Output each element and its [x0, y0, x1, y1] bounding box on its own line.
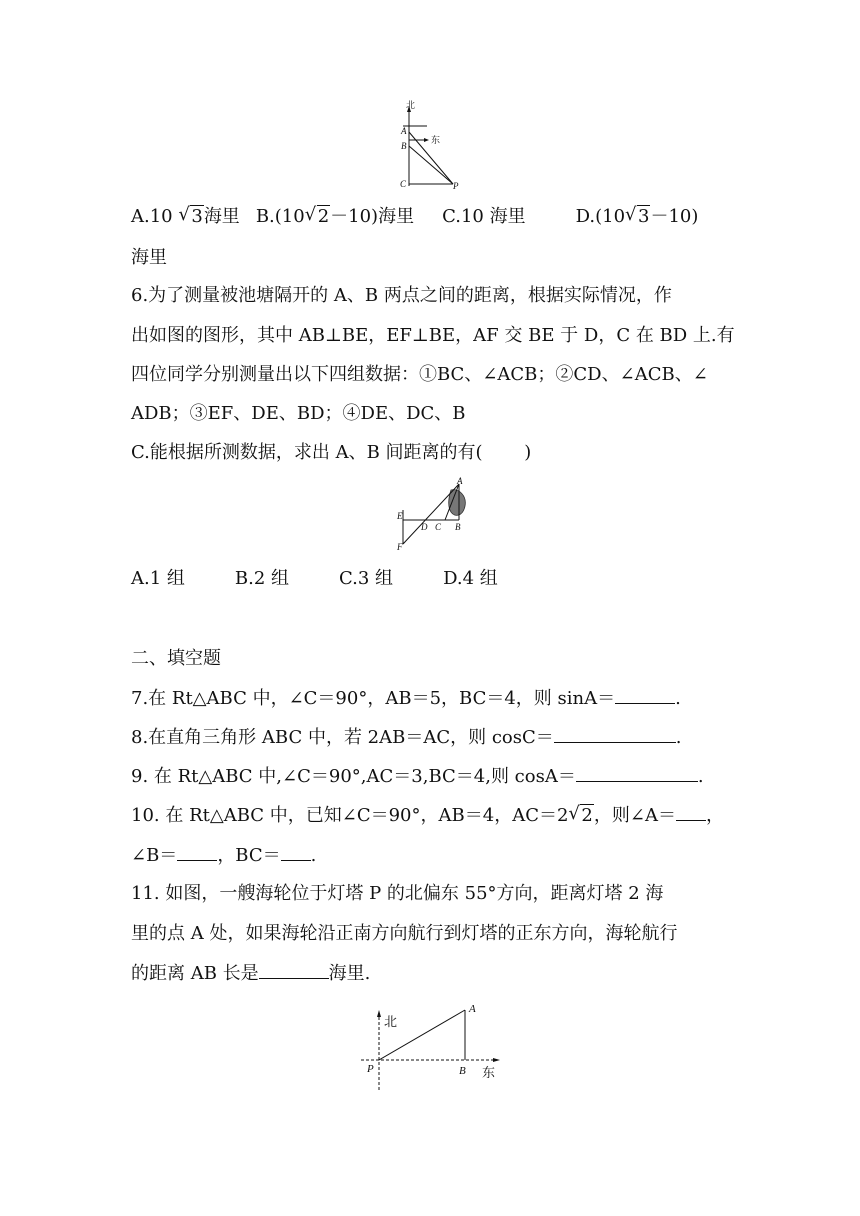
q11-line-1: 11. 如图，一艘海轮位于灯塔 P 的北偏东 55°方向，距离灯塔 2 海	[131, 883, 664, 904]
pond-point-a: A	[457, 476, 463, 486]
q5-option-c: C.10 海里	[442, 206, 526, 227]
pond-point-c: C	[435, 522, 442, 532]
section-heading: 二、填空题	[131, 648, 221, 669]
q10-angle-a-blank[interactable]	[676, 802, 706, 821]
q5-option-a: A.10 √ 3海里	[131, 206, 240, 227]
q8-answer-blank[interactable]	[554, 724, 676, 743]
east-label: 东	[431, 136, 441, 146]
north-label: 北	[406, 101, 416, 111]
q5-options-line	[131, 204, 698, 230]
q6-options-line	[131, 566, 498, 592]
q7: 7.在 Rt△ABC 中，∠C＝90°，AB＝5，BC＝4，则 sinA＝ .	[131, 685, 681, 712]
q10-angle-b-blank[interactable]	[177, 842, 217, 861]
q11-answer-blank[interactable]	[259, 960, 329, 979]
q5-option-d: D.(10√ 3－10)	[576, 206, 699, 227]
fig3-point-b: B	[459, 1065, 466, 1077]
q6-line-3: 四位同学分别测量出以下四组数据：①BC、∠ACB；②CD、∠ACB、∠	[131, 364, 708, 385]
pond-point-d: D	[421, 522, 428, 532]
point-b-label: B	[401, 141, 407, 151]
q6-line-5: C.能根据所测数据，求出 A、B 间距离的有( )	[131, 442, 532, 463]
q10-line-2: ∠B＝ ，BC＝ .	[131, 842, 316, 869]
q9-answer-blank[interactable]	[576, 763, 698, 782]
figure-lighthouse-1	[395, 100, 465, 192]
q11-line-2: 里的点 A 处，如果海轮沿正南方向航行到灯塔的正东方向，海轮航行	[131, 923, 678, 944]
q5-option-b: B.(10√ 2－10)海里	[256, 206, 414, 227]
point-p-label: P	[453, 181, 459, 191]
q10-bc-blank[interactable]	[281, 842, 311, 861]
q8: 8.在直角三角形 ABC 中，若 2AB＝AC，则 cosC＝ .	[131, 724, 682, 751]
q6-line-4: ADB；③EF、DE、BD；④DE、DC、B	[131, 403, 466, 424]
fig3-north-label: 北	[384, 1015, 398, 1030]
q7-answer-blank[interactable]	[615, 685, 675, 704]
q6-line-2: 出如图的图形，其中 AB⊥BE，EF⊥BE，AF 交 BE 于 D，C 在 BD 上.有	[131, 325, 735, 346]
q9: 9. 在 Rt△ABC 中,∠C＝90°,AC＝3,BC＝4,则 cosA＝ .	[131, 763, 704, 790]
q6-option-d: D.4 组	[443, 568, 498, 589]
q5-option-d-wrap: 海里	[131, 247, 167, 268]
pond-point-f: F	[397, 542, 403, 552]
point-c-label: C	[400, 179, 407, 189]
fig3-point-p: P	[367, 1063, 374, 1075]
pond-point-b: B	[455, 522, 461, 532]
fig3-east-label: 东	[482, 1066, 496, 1081]
fig3-point-a: A	[469, 1003, 476, 1015]
q6-option-b: B.2 组	[234, 568, 290, 589]
q6-line-1: 6.为了测量被池塘隔开的 A、B 两点之间的距离，根据实际情况，作	[131, 285, 672, 306]
figure-pond	[393, 476, 479, 554]
pond-point-e: E	[397, 511, 403, 521]
q6-option-a: A.1 组	[131, 568, 185, 589]
q11-line-3: 的距离 AB 长是 海里.	[131, 960, 370, 987]
q10-line-1: 10. 在 Rt△ABC 中，已知∠C＝90°，AB＝4，AC＝2√ 2，则∠A＝ ，	[131, 802, 724, 829]
q6-option-c: C.3 组	[339, 568, 394, 589]
point-a-label: A	[401, 126, 407, 136]
figure-lighthouse-2	[355, 1000, 505, 1094]
